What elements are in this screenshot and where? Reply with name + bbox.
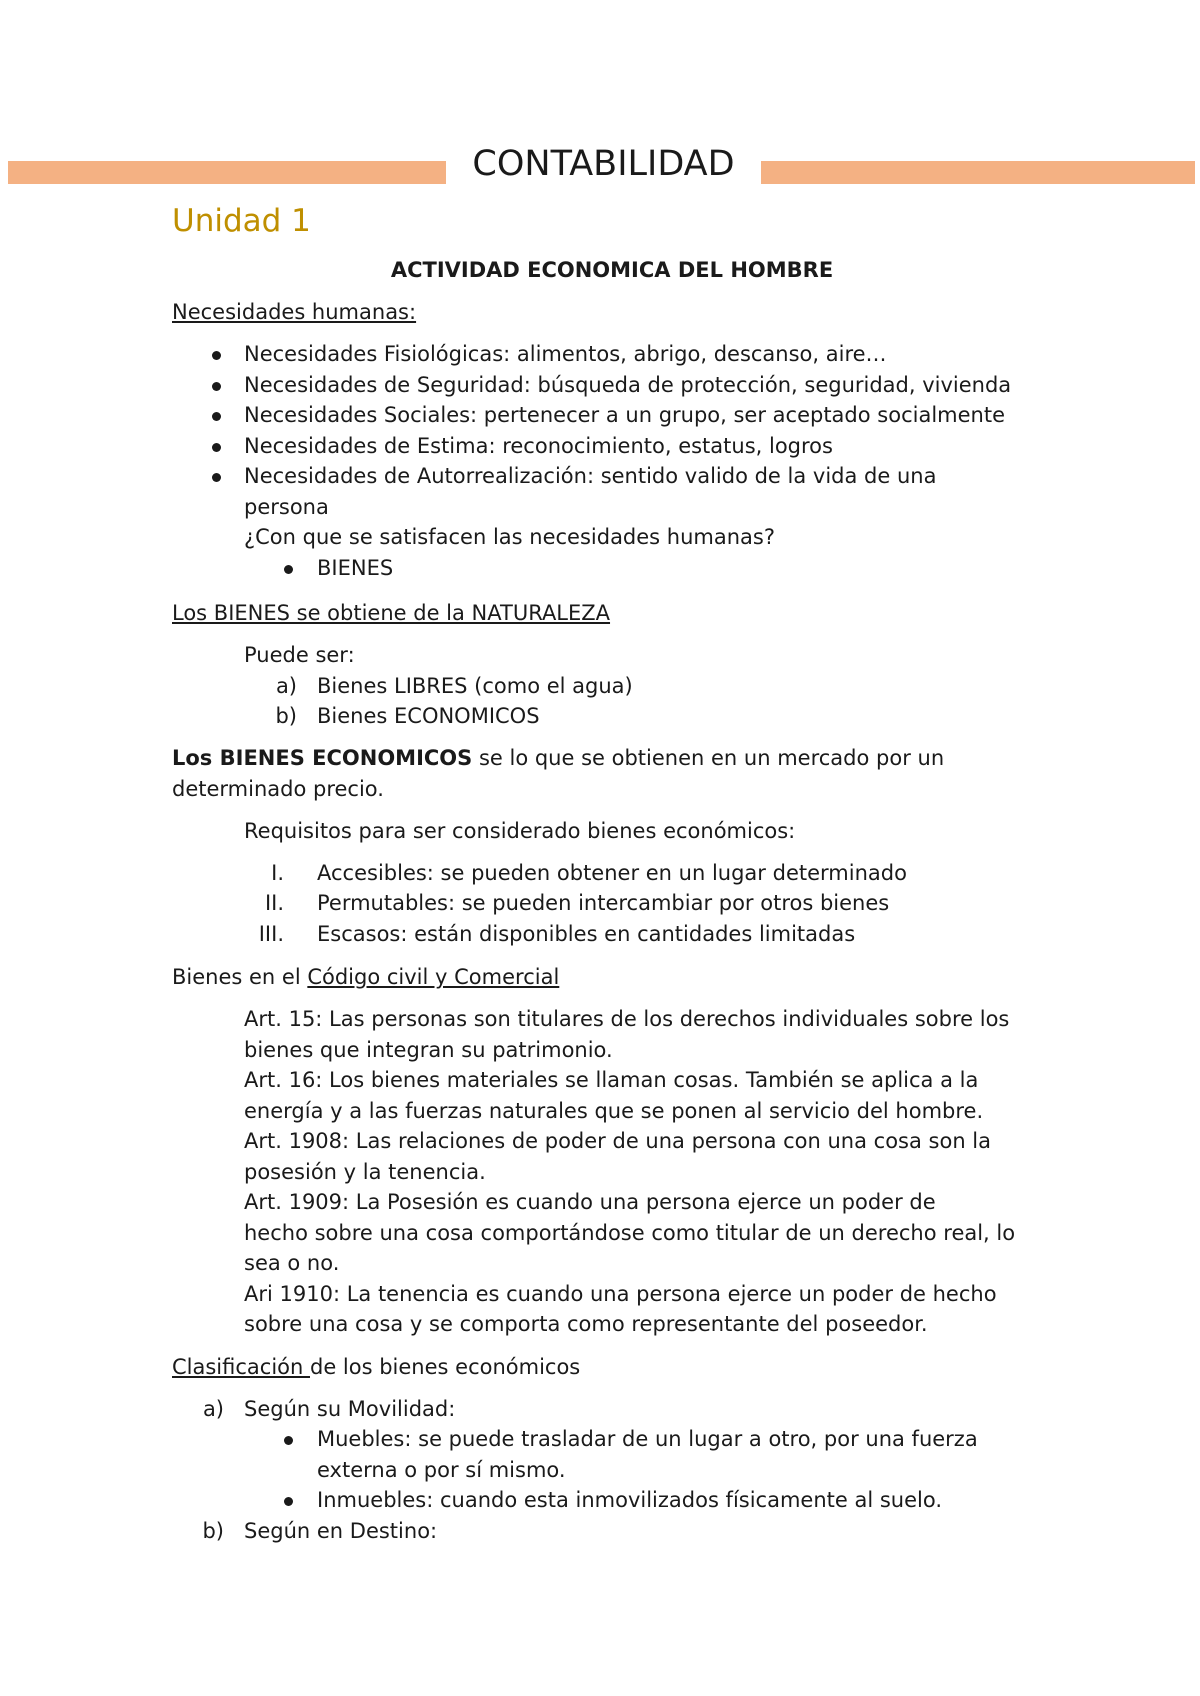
needs-question: ¿Con que se satisfacen las necesidades humanas? (244, 525, 776, 549)
list-item: Necesidades Sociales: pertenecer a un grupo, ser aceptado socialmente (244, 403, 1005, 427)
article-line: energía y a las fuerzas naturales que se ponen al servicio del hombre. (244, 1099, 984, 1123)
list-marker: b) (275, 704, 297, 728)
bullet-icon (212, 443, 221, 452)
goods-option: Bienes LIBRES (como el agua) (317, 674, 633, 698)
article-line: Art. 16: Los bienes materiales se llaman cosas. También se aplica a la (244, 1068, 979, 1092)
economic-definition-text: se lo que se obtienen en un mercado por un (472, 746, 945, 770)
classification-heading (172, 1352, 580, 1383)
requirement-item: Permutables: se pueden intercambiar por otros bienes (317, 891, 890, 915)
civil-code-heading-underlined: Código civil y Comercial (307, 965, 560, 989)
requirement-item: Accesibles: se pueden obtener en un lugar determinado (317, 861, 907, 885)
classification-item: Según en Destino: (244, 1519, 438, 1543)
list-item-continuation: persona (244, 495, 329, 519)
goods-option: Bienes ECONOMICOS (317, 704, 540, 728)
section-title: ACTIVIDAD ECONOMICA DEL HOMBRE (390, 258, 834, 282)
needs-answer: BIENES (317, 556, 394, 580)
needs-heading: Necesidades humanas: (172, 300, 417, 324)
bullet-icon (212, 382, 221, 391)
civil-code-heading-plain: Bienes en el (172, 965, 308, 989)
article-line: posesión y la tenencia. (244, 1160, 486, 1184)
civil-code-heading (172, 962, 559, 993)
bullet-icon (284, 1497, 293, 1506)
article-line: hecho sobre una cosa comportándose como titular de un derecho real, lo (244, 1221, 1016, 1245)
requirements-intro: Requisitos para ser considerado bienes económicos: (244, 819, 796, 843)
classification-subitem: Inmuebles: cuando esta inmovilizados físicamente al suelo. (317, 1488, 943, 1512)
bullet-icon (284, 565, 293, 574)
unit-heading: Unidad 1 (172, 203, 311, 239)
economic-definition-bold: Los BIENES ECONOMICOS (172, 746, 473, 770)
document-title: CONTABILIDAD (472, 144, 735, 184)
classification-subitem-continuation: externa o por sí mismo. (317, 1458, 566, 1482)
bullet-icon (284, 1436, 293, 1445)
classification-heading-underlined: Clasificación (172, 1355, 310, 1379)
list-marker: b) (202, 1519, 224, 1543)
list-item: Necesidades de Estima: reconocimiento, estatus, logros (244, 434, 833, 458)
bullet-icon (212, 351, 221, 360)
goods-heading: Los BIENES se obtiene de la NATURALEZA (172, 601, 611, 625)
title-bar-right (761, 161, 1195, 184)
list-marker: a) (275, 674, 297, 698)
list-item: Necesidades Fisiológicas: alimentos, abrigo, descanso, aire… (244, 342, 887, 366)
article-line: Art. 15: Las personas son titulares de los derechos individuales sobre los (244, 1007, 1010, 1031)
bullet-icon (212, 473, 221, 482)
title-bar-left (8, 161, 446, 184)
list-item: Necesidades de Autorrealización: sentido valido de la vida de una (244, 464, 937, 488)
economic-definition-continuation: determinado precio. (172, 777, 384, 801)
classification-heading-plain: de los bienes económicos (310, 1355, 581, 1379)
requirement-item: Escasos: están disponibles en cantidades limitadas (317, 922, 856, 946)
bullet-icon (212, 412, 221, 421)
economic-definition (172, 743, 944, 774)
list-marker: a) (202, 1397, 224, 1421)
article-line: Art. 1909: La Posesión es cuando una persona ejerce un poder de (244, 1190, 936, 1214)
classification-subitem: Muebles: se puede trasladar de un lugar a otro, por una fuerza (317, 1427, 978, 1451)
article-line: bienes que integran su patrimonio. (244, 1038, 613, 1062)
list-item: Necesidades de Seguridad: búsqueda de protección, seguridad, vivienda (244, 373, 1012, 397)
article-line: sea o no. (244, 1251, 340, 1275)
list-marker: II. (264, 891, 284, 915)
list-marker: III. (258, 922, 284, 946)
classification-item: Según su Movilidad: (244, 1397, 456, 1421)
article-line: Art. 1908: Las relaciones de poder de una persona con una cosa son la (244, 1129, 992, 1153)
list-marker: I. (271, 861, 284, 885)
article-line: sobre una cosa y se comporta como representante del poseedor. (244, 1312, 928, 1336)
article-line: Ari 1910: La tenencia es cuando una persona ejerce un poder de hecho (244, 1282, 997, 1306)
goods-intro: Puede ser: (244, 643, 355, 667)
